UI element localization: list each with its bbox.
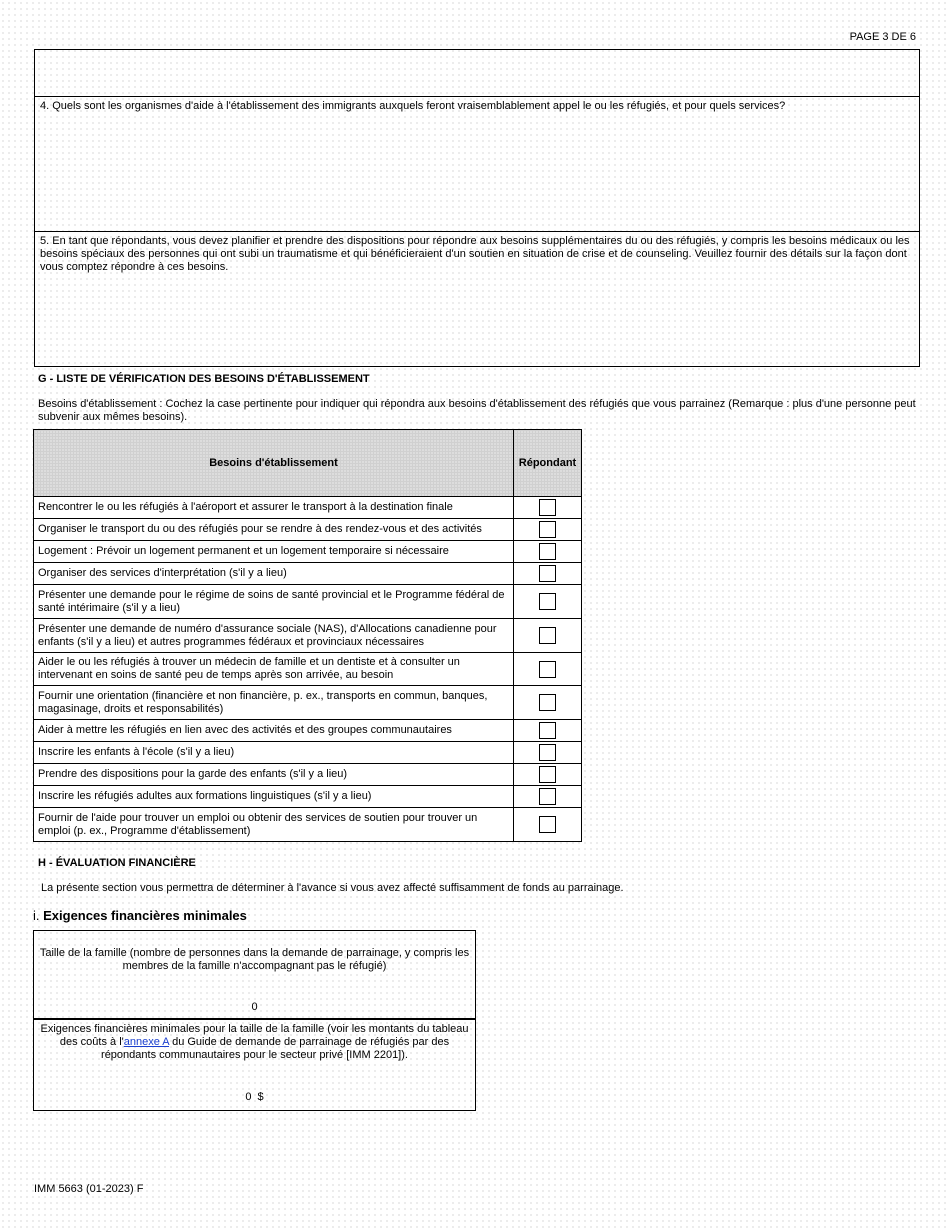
table-row: [34, 585, 582, 619]
table-row: [34, 720, 582, 742]
question-5-answer-field[interactable]: [37, 276, 917, 364]
question-4-text: 4. Quels sont les organismes d'aide à l'établissement des immigrants auxquels feront vraisemblablement appel le ou les réfugiés, et pour quels services?: [40, 100, 786, 112]
family-size-box: [33, 930, 476, 1020]
subsection-title: [33, 908, 247, 923]
table-row: [34, 653, 582, 686]
respondent-checkbox[interactable]: [539, 722, 556, 739]
respondent-checkbox[interactable]: [539, 766, 556, 783]
settlement-need-label: Rencontrer le ou les réfugiés à l'aéroport et assurer le transport à la destination finale: [34, 497, 514, 519]
respondent-checkbox[interactable]: [539, 694, 556, 711]
question-4-answer-field[interactable]: [37, 115, 917, 229]
settlement-need-label: Inscrire les enfants à l'école (s'il y a lieu): [34, 742, 514, 764]
table-row: [34, 519, 582, 541]
settlement-need-label: Présenter une demande de numéro d'assurance sociale (NAS), d'Allocations canadienne pour enfants (s'il y a lieu) et autres programmes fédéraux et provinciaux nécessaires: [34, 619, 514, 653]
table-row: [34, 764, 582, 786]
minimum-requirement-amount: 0 $: [245, 1091, 264, 1103]
table-row: [34, 563, 582, 585]
settlement-need-label: Prendre des dispositions pour la garde des enfants (s'il y a lieu): [34, 764, 514, 786]
respondent-checkbox[interactable]: [539, 593, 556, 610]
settlement-need-label: Fournir de l'aide pour trouver un emploi ou obtenir des services de soutien pour trouver un emploi (p. ex., Programme d'établissement): [34, 808, 514, 842]
respondent-checkbox[interactable]: [539, 565, 556, 582]
page-number: PAGE 3 DE 6: [849, 31, 916, 43]
respondent-checkbox[interactable]: [539, 521, 556, 538]
family-size-field[interactable]: 0: [251, 1001, 258, 1013]
subsection-label: Exigences financières minimales: [43, 908, 247, 923]
column-header-respondent: Répondant: [514, 430, 582, 497]
settlement-need-label: Organiser des services d'interprétation (s'il y a lieu): [34, 563, 514, 585]
settlement-need-label: Inscrire les réfugiés adultes aux formations linguistiques (s'il y a lieu): [34, 786, 514, 808]
question-5-text: 5. En tant que répondants, vous devez planifier et prendre des dispositions pour répondre aux besoins supplémentaires du ou des réfugiés, y compris les besoins médicaux ou les besoins spéciaux des personnes qui ont subi un traumatisme et qui bénéficieraient d'un soutien en situation de crise et de counseling. Veuillez fournir des détails sur la façon dont vous comptez répondre à ces besoins.: [40, 235, 910, 273]
table-row: [34, 808, 582, 842]
table-row: [34, 786, 582, 808]
respondent-checkbox[interactable]: [539, 499, 556, 516]
settlement-need-label: Aider le ou les réfugiés à trouver un médecin de famille et un dentiste et à consulter un intervenant en soins de santé peu de temps après son arrivée, au besoin: [34, 653, 514, 686]
minimum-requirement-label: Exigences financières minimales pour la taille de la famille (voir les montants du tableau des coûts à l'annexe A du Guide de demande de parrainage de réfugiés par des répondants communautaires pour le secteur privé [IMM 2201]).: [40, 1023, 469, 1061]
respondent-checkbox[interactable]: [539, 627, 556, 644]
respondent-checkbox[interactable]: [539, 788, 556, 805]
table-row: [34, 541, 582, 563]
column-header-needs: Besoins d'établissement: [34, 430, 514, 497]
previous-answer-field[interactable]: [34, 49, 920, 97]
section-g-title: G - LISTE DE VÉRIFICATION DES BESOINS D'ÉTABLISSEMENT: [38, 373, 370, 385]
family-size-label: Taille de la famille (nombre de personnes dans la demande de parrainage, y compris les membres de la famille n'accompagnant pas le réfugié): [39, 947, 470, 972]
table-row: [34, 686, 582, 720]
table-row: [34, 619, 582, 653]
table-row: [34, 742, 582, 764]
respondent-checkbox[interactable]: [539, 744, 556, 761]
settlement-need-label: Aider à mettre les réfugiés en lien avec des activités et des groupes communautaires: [34, 720, 514, 742]
minimum-requirement-box: [33, 1018, 476, 1111]
table-row: [34, 497, 582, 519]
annex-a-link[interactable]: annexe A: [123, 1036, 170, 1048]
question-5-box: [34, 231, 920, 367]
section-g-description: Besoins d'établissement : Cochez la case pertinente pour indiquer qui répondra aux besoins d'établissement des réfugiés que vous parrainez (Remarque : plus d'une personne peut subvenir aux mêmes besoins).: [38, 398, 916, 423]
settlement-need-label: Logement : Prévoir un logement permanent et un logement temporaire si nécessaire: [34, 541, 514, 563]
settlement-need-label: Organiser le transport du ou des réfugiés pour se rendre à des rendez-vous et des activités: [34, 519, 514, 541]
settlement-need-label: Fournir une orientation (financière et non financière, p. ex., transports en commun, banques, magasinage, droits et responsabilités): [34, 686, 514, 720]
question-4-box: [34, 96, 920, 231]
settlement-need-label: Présenter une demande pour le régime de soins de santé provincial et le Programme fédéral de santé intérimaire (s'il y a lieu): [34, 585, 514, 619]
respondent-checkbox[interactable]: [539, 661, 556, 678]
section-h-description: La présente section vous permettra de déterminer à l'avance si vous avez affecté suffisamment de fonds au parrainage.: [41, 882, 624, 894]
respondent-checkbox[interactable]: [539, 816, 556, 833]
settlement-needs-table: [33, 429, 582, 842]
section-h-title: H - ÉVALUATION FINANCIÈRE: [38, 857, 196, 869]
subsection-number: i.: [33, 908, 40, 923]
form-footer-code: IMM 5663 (01-2023) F: [34, 1183, 144, 1195]
respondent-checkbox[interactable]: [539, 543, 556, 560]
